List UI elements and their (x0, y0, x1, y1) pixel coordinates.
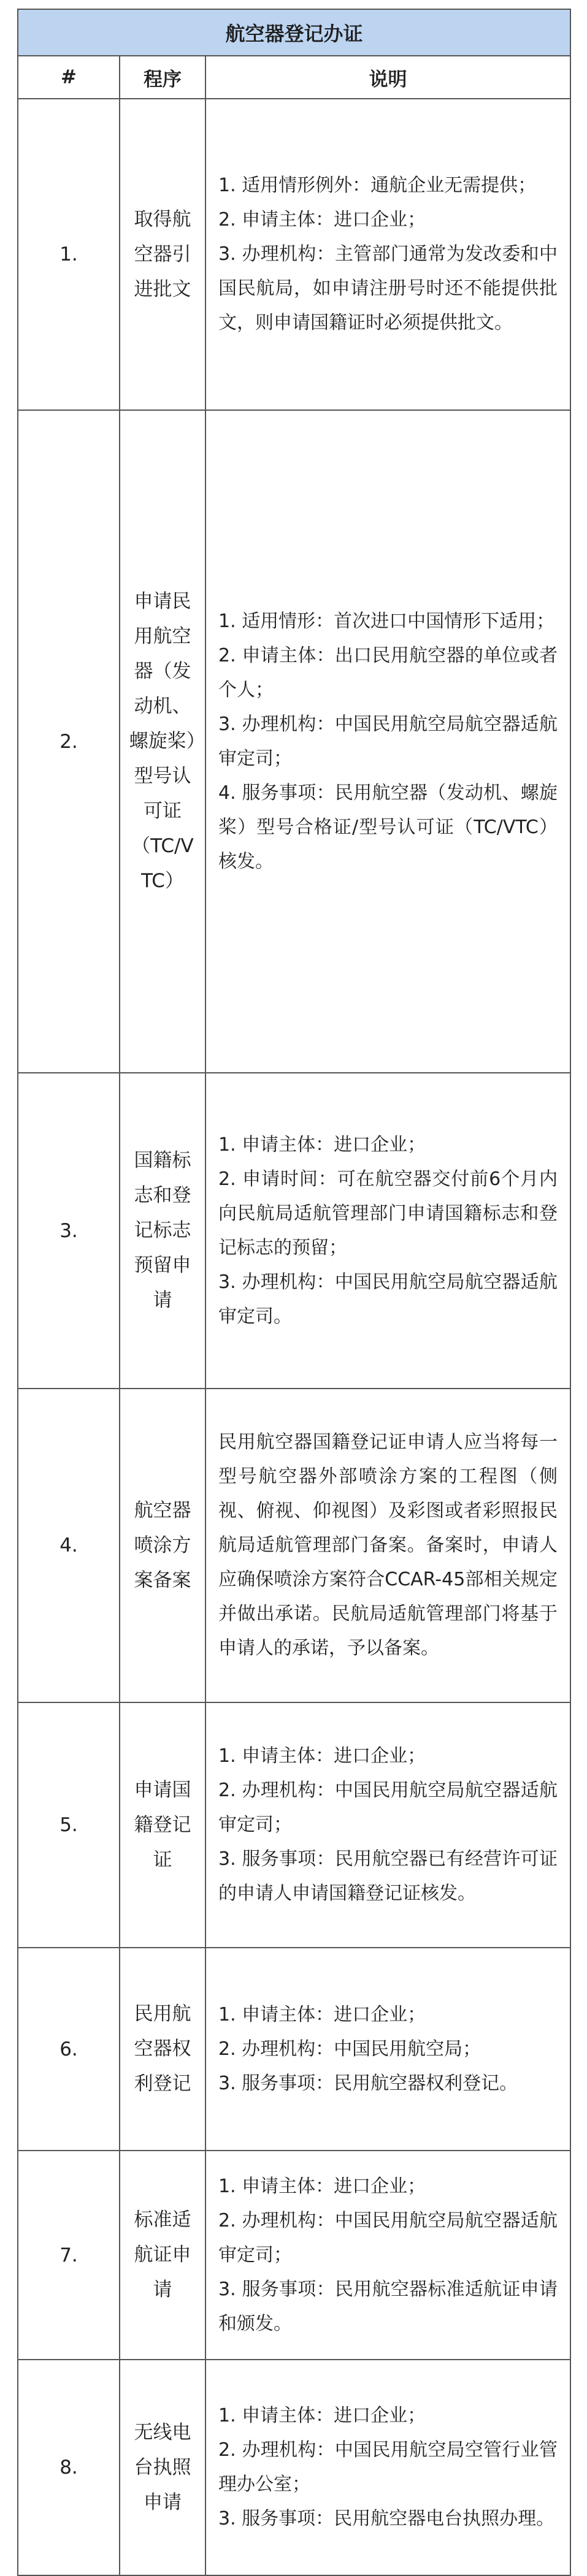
procedure-description (205, 410, 570, 1073)
header-num: # (18, 56, 120, 99)
procedure-description (205, 1389, 570, 1702)
procedure-description (205, 1702, 570, 1948)
table-row (18, 99, 570, 410)
description-line: 2. 办理机构：中国民用航空局航空器适航审定司； (218, 1780, 558, 1835)
description-line: 2. 办理机构：中国民用航空局； (218, 2038, 481, 2060)
procedure-name: 国籍标志和登记标志预留申请 (120, 1073, 205, 1389)
description-line: 3. 办理机构：中国民用航空局航空器适航审定司； (218, 713, 558, 769)
description-line: 1. 申请主体：进口企业； (218, 2003, 426, 2025)
row-number: 1. (18, 99, 120, 410)
description-line: 2. 申请主体：进口企业； (218, 209, 426, 231)
procedure-description (205, 2151, 570, 2360)
procedure-description (205, 2360, 570, 2575)
procedure-name: 标准适航证申请 (120, 2151, 205, 2360)
procedure-description (205, 99, 570, 410)
description-line: 3. 办理机构：主管部门通常为发改委和中国民航局，如申请注册号时还不能提供批文，则申请国籍证时必须提供批文。 (218, 243, 558, 333)
description-line: 3. 服务事项：民用航空器权利登记。 (218, 2072, 518, 2094)
header-row (18, 56, 570, 99)
row-number: 4. (18, 1389, 120, 1702)
description-line: 2. 申请时间：可在航空器交付前6个月内向民航局适航管理部门申请国籍标志和登记标志的预留； (218, 1168, 558, 1259)
procedure-name: 申请国籍登记证 (120, 1702, 205, 1948)
description-line: 4. 服务事项：民用航空器（发动机、螺旋桨）型号合格证/型号认可证（TC/VTC）核发。 (218, 782, 558, 872)
description-line: 3. 服务事项：民用航空器电台执照办理。 (218, 2508, 555, 2529)
procedure-name: 航空器喷涂方案备案 (120, 1389, 205, 1702)
row-number: 8. (18, 2360, 120, 2575)
row-number: 5. (18, 1702, 120, 1948)
procedure-name: 取得航空器引进批文 (120, 99, 205, 410)
description-line: 3. 服务事项：民用航空器已有经营许可证的申请人申请国籍登记证核发。 (218, 1848, 558, 1904)
row-number: 3. (18, 1073, 120, 1389)
header-description: 说明 (205, 56, 570, 99)
row-number: 6. (18, 1948, 120, 2151)
row-number: 2. (18, 410, 120, 1073)
table-row (18, 1389, 570, 1702)
aircraft-registration-table (17, 9, 571, 2576)
description-line: 1. 适用情形例外：通航企业无需提供； (218, 175, 537, 196)
description-line: 1. 申请主体：进口企业； (218, 2405, 426, 2426)
table-row (18, 410, 570, 1073)
procedure-description (205, 1073, 570, 1389)
procedure-description (205, 1948, 570, 2151)
description-line: 2. 申请主体：出口民用航空器的单位或者个人； (218, 644, 558, 701)
description-line: 1. 申请主体：进口企业； (218, 2175, 426, 2197)
description-line: 2. 办理机构：中国民用航空局航空器适航审定司； (218, 2209, 558, 2266)
header-procedure: 程序 (120, 56, 205, 99)
row-number: 7. (18, 2151, 120, 2360)
description-line: 1. 申请主体：进口企业； (218, 1134, 426, 1156)
table-title: 航空器登记办证 (18, 9, 570, 56)
description-line: 民用航空器国籍登记证申请人应当将每一型号航空器外部喷涂方案的工程图（侧视、俯视、仰视图）及彩图或者彩照报民航局适航管理部门备案。备案时，申请人应确保喷涂方案符合CCAR-45部相关规定并做出承诺。民航局适航管理部门将基于申请人的承诺，予以备案。 (218, 1431, 558, 1659)
description-line: 3. 办理机构：中国民用航空局航空器适航审定司。 (218, 1271, 558, 1327)
table-row (18, 1948, 570, 2151)
description-line: 3. 服务事项：民用航空器标准适航证申请和颁发。 (218, 2278, 558, 2334)
procedure-name: 申请民用航空器（发动机、螺旋桨）型号认可证（TC/VTC） (120, 410, 205, 1073)
description-line: 1. 适用情形：首次进口中国情形下适用； (218, 610, 555, 632)
description-line: 2. 办理机构：中国民用航空局空管行业管理办公室； (218, 2439, 558, 2495)
table-row (18, 1073, 570, 1389)
procedure-name: 民用航空器权利登记 (120, 1948, 205, 2151)
table-row (18, 2151, 570, 2360)
procedure-name: 无线电台执照申请 (120, 2360, 205, 2575)
description-line: 1. 申请主体：进口企业； (218, 1745, 426, 1767)
table-title-row (18, 9, 570, 56)
table-row (18, 2360, 570, 2575)
table-row (18, 1702, 570, 1948)
